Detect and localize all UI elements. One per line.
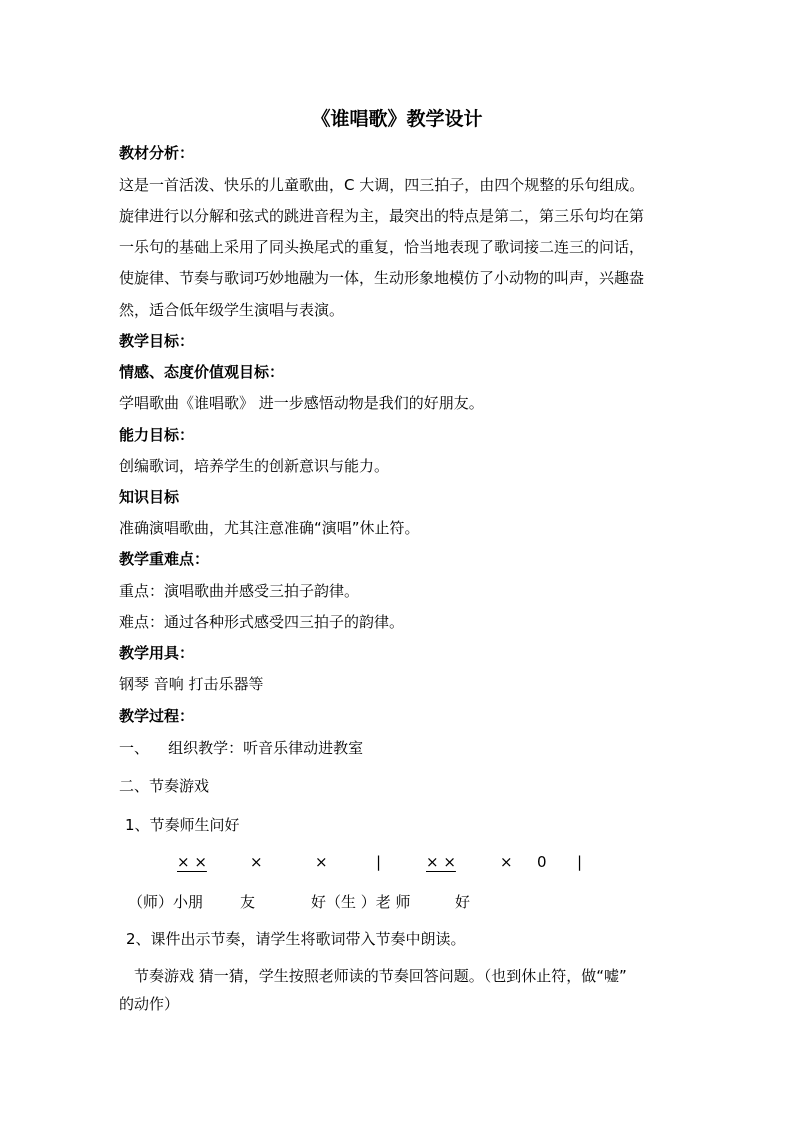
- rhythm-note: ×: [500, 853, 513, 871]
- step-2-2: 2、课件出示节奏，请学生将歌词带入节奏中朗读。: [126, 930, 466, 948]
- game-line-1: 节奏游戏 猜一猜，学生按照老师读的节奏回答问题。（也到休止符，做“嘘”: [134, 967, 627, 985]
- knowledge-text: 准确演唱歌曲，尤其注意准确“演唱”休止符。: [119, 519, 420, 537]
- game-line-2: 的动作）: [119, 995, 180, 1013]
- analysis-line-1: 这是一首活泼、快乐的儿童歌曲，C 大调，四三拍子，由四个规整的乐句组成。: [119, 176, 645, 194]
- rhythm-rest: 0: [537, 853, 547, 871]
- process-heading: 教学过程：: [119, 707, 195, 725]
- knowledge-heading: 知识目标: [119, 488, 180, 506]
- step-1: 一、 组织教学：听音乐律动进教室: [119, 739, 364, 757]
- analysis-line-3: 一乐句的基础上采用了同头换尾式的重复，恰当地表现了歌词接二连三的问话，: [119, 238, 645, 256]
- emotion-text: 学唱歌曲《谁唱歌》 进一步感悟动物是我们的好朋友。: [119, 394, 484, 412]
- emotion-heading: 情感、态度价值观目标：: [119, 363, 285, 381]
- rhythm-lyrics: [0, 891, 794, 913]
- analysis-heading: 教材分析：: [119, 144, 195, 162]
- ability-heading: 能力目标：: [119, 426, 195, 444]
- lyric-segment: 好（生 ）老 师: [311, 893, 411, 911]
- difficulty-text: 难点：通过各种形式感受四三拍子的韵律。: [119, 613, 405, 631]
- rhythm-note: ×: [250, 853, 263, 871]
- keypoint-text: 重点：演唱歌曲并感受三拍子韵律。: [119, 582, 360, 600]
- rhythm-barline: |: [376, 853, 382, 871]
- rhythm-note: ×: [315, 853, 328, 871]
- tools-text: 钢琴 音响 打击乐器等: [119, 675, 264, 693]
- analysis-line-5: 然，适合低年级学生演唱与表演。: [119, 301, 345, 319]
- step-2-1: 1、节奏师生问好: [125, 816, 240, 834]
- lyric-segment: 友: [240, 893, 256, 911]
- page-title: 《谁唱歌》教学设计: [311, 108, 483, 130]
- keypoints-heading: 教学重难点：: [119, 550, 210, 568]
- ability-text: 创编歌词，培养学生的创新意识与能力。: [119, 457, 390, 475]
- rhythm-note: × ×: [426, 853, 456, 871]
- analysis-line-2: 旋律进行以分解和弦式的跳进音程为主，最突出的特点是第二，第三乐句均在第: [119, 207, 645, 225]
- rhythm-note: × ×: [177, 853, 207, 871]
- tools-heading: 教学用具：: [119, 644, 195, 662]
- rhythm-notation: [0, 853, 794, 875]
- lyric-segment: （师）小朋: [128, 893, 204, 911]
- analysis-line-4: 使旋律、节奏与歌词巧妙地融为一体，生动形象地模仿了小动物的叫声，兴趣盎: [119, 269, 645, 287]
- rhythm-barline: |: [577, 853, 583, 871]
- goals-heading: 教学目标：: [119, 332, 195, 350]
- step-2: 二、节奏游戏: [119, 777, 210, 795]
- lyric-segment: 好: [455, 893, 471, 911]
